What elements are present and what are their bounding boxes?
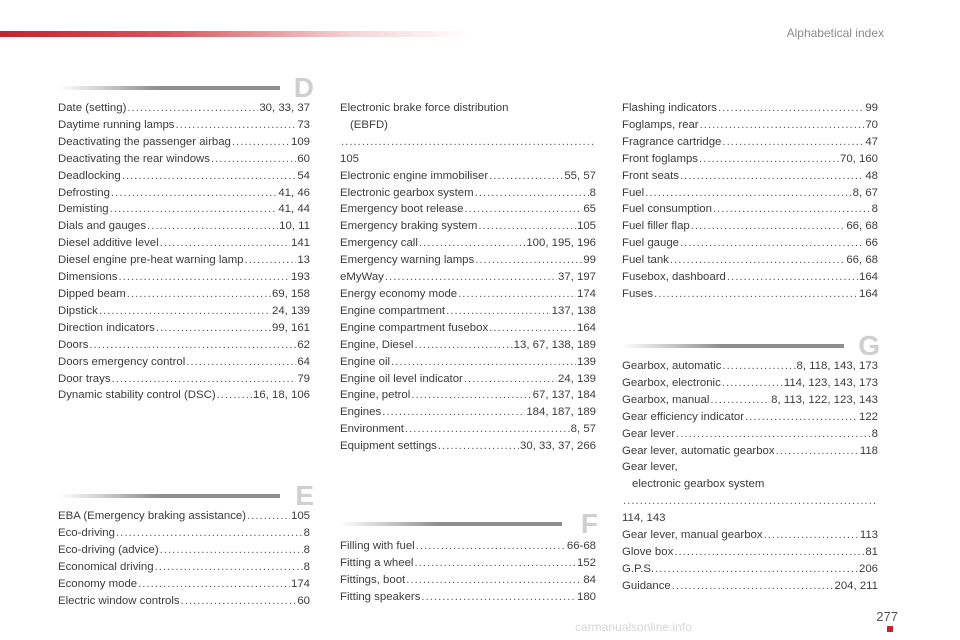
dot-leader: [446, 303, 551, 320]
index-entry[interactable]: [622, 168, 878, 185]
dot-leader: [122, 168, 297, 185]
dot-leader: [489, 320, 576, 337]
dot-leader: [700, 117, 865, 134]
index-entry[interactable]: [58, 151, 310, 168]
page-reference[interactable]: 8: [303, 526, 310, 539]
dot-leader: [419, 235, 525, 252]
page-reference[interactable]: 60: [297, 152, 310, 165]
page-reference[interactable]: 24, 139: [557, 372, 596, 385]
dot-leader: [764, 527, 859, 544]
page-reference[interactable]: 164: [858, 271, 878, 284]
index-entry[interactable]: [58, 185, 310, 202]
entry-title: Electric window controls: [58, 594, 180, 607]
index-entry[interactable]: [58, 320, 310, 337]
entry-title: Fuel tank: [622, 254, 669, 267]
entry-title: Fuel consumption: [622, 203, 712, 216]
entry-title: Defrosting: [58, 186, 110, 199]
index-entry[interactable]: [622, 392, 878, 409]
index-list-e-continued: [340, 100, 596, 455]
dot-leader: [776, 443, 859, 460]
page-reference[interactable]: 79: [297, 372, 310, 385]
page-reference[interactable]: 184, 187, 189: [526, 406, 596, 419]
index-list-e: [58, 508, 310, 609]
page-reference[interactable]: 164: [576, 321, 596, 334]
index-entry[interactable]: [622, 269, 878, 286]
dot-leader: [112, 371, 297, 388]
dot-leader: [110, 201, 278, 218]
page-reference[interactable]: 105: [576, 220, 596, 233]
index-entry[interactable]: [58, 286, 310, 303]
index-entry[interactable]: [622, 358, 878, 375]
page-reference[interactable]: 69, 158: [271, 287, 310, 300]
entry-title: EBA (Emergency braking assistance): [58, 510, 247, 522]
dot-leader: [245, 252, 297, 269]
page-reference[interactable]: 164: [858, 287, 878, 300]
page-reference[interactable]: 13, 67, 138, 189: [513, 338, 596, 351]
index-entry[interactable]: [340, 185, 596, 202]
entry-title: Fusebox, dashboard: [622, 271, 726, 284]
entry-title: Fitting a wheel: [340, 556, 414, 569]
index-list-f: [340, 538, 596, 606]
entry-title: Dials and gauges: [58, 220, 147, 233]
page-reference[interactable]: 109: [290, 135, 310, 148]
heading-rule: [340, 522, 562, 526]
entry-title: Environment: [340, 423, 404, 436]
page-reference[interactable]: 118: [859, 444, 878, 457]
entry-title: Emergency call: [340, 237, 418, 250]
page-reference[interactable]: 174: [576, 287, 596, 300]
dot-leader: [655, 561, 858, 578]
page-reference[interactable]: 84: [583, 573, 596, 586]
page-reference[interactable]: 70: [865, 118, 878, 131]
index-entry[interactable]: [622, 151, 878, 168]
index-entry[interactable]: [622, 426, 878, 443]
dot-leader: [421, 589, 576, 606]
index-entry[interactable]: [58, 168, 310, 185]
dot-leader: [674, 544, 864, 561]
index-entry[interactable]: [340, 235, 596, 252]
page-reference[interactable]: 30, 33, 37, 266: [519, 440, 596, 453]
dot-leader: [475, 252, 582, 269]
dot-leader: [414, 337, 512, 354]
entry-title: Deactivating the passenger airbag: [58, 135, 231, 148]
entry-title: Fuel gauge: [622, 237, 679, 250]
page-reference[interactable]: 81: [865, 545, 878, 558]
index-list-f-continued: [622, 100, 878, 303]
entry-title: Gear lever, automatic gearbox: [622, 444, 775, 457]
index-entry[interactable]: [58, 252, 310, 269]
index-list-d: [58, 100, 310, 404]
watermark: carmanualsonline.info: [575, 620, 692, 634]
index-entry[interactable]: [340, 589, 596, 606]
page-reference[interactable]: 67, 137, 184: [532, 389, 596, 402]
page-reference[interactable]: 105: [340, 152, 360, 165]
index-entry[interactable]: [340, 555, 596, 572]
index-entry[interactable]: [622, 459, 878, 527]
dot-leader: [727, 269, 858, 286]
page-reference[interactable]: 30, 33, 37: [259, 102, 310, 114]
dot-leader: [341, 134, 595, 151]
dot-leader: [406, 572, 582, 589]
index-entry[interactable]: [58, 117, 310, 134]
dot-leader: [176, 117, 297, 134]
entry-title: Flashing indicators: [622, 102, 717, 114]
index-entry[interactable]: [622, 409, 878, 426]
page-reference[interactable]: 206: [858, 562, 878, 575]
dot-leader: [160, 542, 303, 559]
page-reference[interactable]: 8, 113, 122, 123, 143: [771, 393, 878, 406]
index-entry[interactable]: [622, 443, 878, 460]
entry-title: eMyWay: [340, 271, 384, 284]
dot-leader: [676, 426, 870, 443]
index-entry[interactable]: [340, 286, 596, 303]
page-reference[interactable]: 10, 11: [279, 220, 310, 233]
entry-title: Foglamps, rear: [622, 118, 699, 131]
index-entry[interactable]: [58, 354, 310, 371]
dot-leader: [680, 168, 864, 185]
page-reference[interactable]: 8: [871, 427, 878, 440]
entry-title: Dynamic stability control (DSC): [58, 389, 216, 402]
entry-title: Front foglamps: [622, 152, 698, 165]
page-reference[interactable]: 8: [871, 203, 878, 216]
heading-letter: G: [858, 330, 880, 361]
entry-title: Equipment settings: [340, 440, 437, 453]
entry-title: Engine oil: [340, 355, 391, 368]
page-reference[interactable]: 8: [303, 543, 310, 556]
index-entry[interactable]: [340, 538, 596, 555]
index-entry[interactable]: [622, 561, 878, 578]
entry-title: Demisting: [58, 203, 109, 216]
entry-title: Gearbox, automatic: [622, 360, 722, 372]
entry-title: Emergency warning lamps: [340, 254, 475, 267]
entry-title: Deactivating the rear windows: [58, 152, 210, 165]
index-entry[interactable]: [340, 201, 596, 218]
index-entry[interactable]: [340, 404, 596, 421]
entry-title: Electronic gearbox system: [340, 186, 474, 199]
dot-leader: [464, 201, 582, 218]
index-entry[interactable]: [340, 303, 596, 320]
index-entry[interactable]: [622, 117, 878, 134]
index-entry[interactable]: [58, 542, 310, 559]
index-entry[interactable]: [340, 337, 596, 354]
dot-leader: [411, 387, 531, 404]
index-entry[interactable]: [622, 286, 878, 303]
dot-leader: [99, 303, 271, 320]
dot-leader: [116, 525, 303, 542]
index-entry[interactable]: [622, 235, 878, 252]
page-reference[interactable]: 64: [297, 355, 310, 368]
dot-leader: [458, 286, 576, 303]
index-entry[interactable]: [622, 100, 878, 117]
dot-leader: [691, 218, 846, 235]
index-entry[interactable]: [58, 269, 310, 286]
dot-leader: [217, 387, 252, 404]
page-number: 277: [876, 609, 898, 624]
dot-leader: [670, 252, 845, 269]
entry-title: Engine compartment fusebox: [340, 321, 489, 334]
entry-title: Gear lever: [622, 427, 676, 440]
dot-leader: [654, 286, 858, 303]
dot-leader: [232, 134, 290, 151]
page-marker: [887, 626, 893, 632]
entry-title: Electronic engine immobiliser: [340, 169, 489, 182]
page-reference[interactable]: 73: [297, 118, 310, 131]
entry-title: Glove box: [622, 545, 674, 558]
dot-leader: [211, 151, 296, 168]
entry-title: Date (setting): [58, 102, 127, 114]
page-reference[interactable]: 137, 138: [551, 304, 596, 317]
page-reference[interactable]: 47: [865, 135, 878, 148]
page-reference[interactable]: 66-68: [566, 540, 596, 552]
index-entry[interactable]: [58, 525, 310, 542]
index-entry[interactable]: [622, 201, 878, 218]
page-reference[interactable]: 70, 160: [839, 152, 878, 165]
page-reference[interactable]: 65: [583, 203, 596, 216]
entry-title: Diesel additive level: [58, 237, 159, 250]
page-reference[interactable]: 193: [290, 271, 310, 284]
page-reference[interactable]: 13: [297, 254, 310, 267]
entry-title: Fitting speakers: [340, 590, 421, 603]
index-entry[interactable]: [58, 100, 310, 117]
dot-leader: [247, 508, 290, 525]
index-entry[interactable]: [622, 218, 878, 235]
entry-title: Doors: [58, 338, 89, 351]
dot-leader: [147, 218, 278, 235]
dot-leader: [155, 559, 303, 576]
dot-leader: [745, 409, 858, 426]
index-entry[interactable]: [340, 354, 596, 371]
index-entry[interactable]: [622, 527, 878, 544]
entry-title: Engine compartment: [340, 304, 446, 317]
index-entry[interactable]: [622, 252, 878, 269]
index-entry[interactable]: [340, 320, 596, 337]
page-reference[interactable]: 24, 139: [271, 304, 310, 317]
page-reference[interactable]: 66, 68: [846, 254, 878, 267]
entry-title: Dipped beam: [58, 287, 126, 300]
page-reference[interactable]: 62: [297, 338, 310, 351]
index-entry[interactable]: [58, 218, 310, 235]
dot-leader: [186, 354, 296, 371]
heading-rule: [58, 86, 280, 90]
dot-leader: [382, 404, 525, 421]
index-entry[interactable]: [340, 572, 596, 589]
heading-letter: F: [580, 508, 598, 539]
entry-title: Electronic brake force distribution: [340, 102, 509, 114]
dot-leader: [464, 371, 557, 388]
index-entry[interactable]: [340, 168, 596, 185]
page-reference[interactable]: 113: [859, 529, 878, 542]
page-reference[interactable]: 122: [858, 410, 878, 423]
heading-letter: D: [293, 72, 314, 103]
index-list-g: [622, 358, 878, 595]
index-entry[interactable]: [340, 387, 596, 404]
entry-title: Dipstick: [58, 304, 98, 317]
entry-title: Gear lever, manual gearbox: [622, 529, 763, 542]
entry-title: Engine, petrol: [340, 389, 411, 402]
page-reference[interactable]: 8, 118, 143, 173: [796, 360, 878, 372]
index-entry[interactable]: [58, 201, 310, 218]
dot-leader: [156, 320, 271, 337]
entry-title: Gear lever,: [622, 461, 678, 474]
page-reference[interactable]: 8, 57: [570, 423, 596, 436]
entry-title: Eco-driving (advice): [58, 543, 159, 556]
index-entry[interactable]: [340, 421, 596, 438]
dot-leader: [645, 185, 851, 202]
heading-rule: [622, 344, 844, 348]
dot-leader: [119, 269, 290, 286]
entry-title: Economy mode: [58, 577, 138, 590]
index-entry[interactable]: [58, 337, 310, 354]
dot-leader: [699, 151, 839, 168]
index-entry[interactable]: [58, 508, 310, 525]
entry-title-continued: electronic gearbox system: [632, 478, 765, 491]
entry-title-continued: (EBFD): [350, 118, 388, 131]
entry-title: Deadlocking: [58, 169, 121, 182]
dot-leader: [722, 134, 864, 151]
dot-leader: [385, 269, 557, 286]
index-entry[interactable]: [340, 100, 596, 168]
page-reference[interactable]: 204, 211: [834, 579, 878, 592]
entry-title: Emergency boot release: [340, 203, 464, 216]
dot-leader: [718, 100, 864, 117]
index-entry[interactable]: [58, 559, 310, 576]
dot-leader: [713, 201, 871, 218]
entry-title: Direction indicators: [58, 321, 155, 334]
index-entry[interactable]: [58, 371, 310, 388]
dot-leader: [672, 578, 834, 595]
entry-title: Diesel engine pre-heat warning lamp: [58, 254, 244, 267]
entry-title: Guidance: [622, 579, 671, 592]
page-reference[interactable]: 141: [290, 237, 310, 250]
dot-leader: [722, 358, 795, 375]
index-entry[interactable]: [58, 303, 310, 320]
index-entry[interactable]: [58, 387, 310, 404]
index-entry[interactable]: [340, 371, 596, 388]
dot-leader: [438, 438, 519, 455]
index-entry[interactable]: [340, 218, 596, 235]
page-reference[interactable]: 99: [865, 102, 878, 114]
dot-leader: [181, 593, 297, 610]
dot-leader: [416, 538, 566, 555]
entry-title: G.P.S.: [622, 562, 655, 575]
page-reference[interactable]: 114, 123, 143, 173: [783, 376, 878, 389]
page-reference[interactable]: 8: [303, 560, 310, 573]
entry-title: Fuses: [622, 287, 654, 300]
index-entry[interactable]: [340, 252, 596, 269]
page-reference[interactable]: 99: [583, 254, 596, 267]
dot-leader: [405, 421, 570, 438]
page-reference[interactable]: 48: [865, 169, 878, 182]
entry-title: Fuel: [622, 186, 645, 199]
dot-leader: [111, 185, 277, 202]
page-reference[interactable]: 16, 18, 106: [252, 389, 310, 402]
heading-rule: [58, 494, 280, 498]
dot-leader: [89, 337, 296, 354]
page-reference[interactable]: 41, 44: [278, 203, 310, 216]
page-reference[interactable]: 152: [576, 556, 596, 569]
index-entry[interactable]: [340, 269, 596, 286]
index-entry[interactable]: [58, 235, 310, 252]
page-reference[interactable]: 180: [576, 590, 596, 603]
entry-title: Gearbox, electronic: [622, 376, 721, 389]
entry-title: Emergency braking system: [340, 220, 478, 233]
entry-title: Economical driving: [58, 560, 154, 573]
index-entry[interactable]: [340, 438, 596, 455]
dot-leader: [722, 375, 783, 392]
page-reference[interactable]: 8, 67: [852, 186, 878, 199]
dot-leader: [138, 576, 290, 593]
entry-title: Filling with fuel: [340, 540, 415, 552]
dot-leader: [489, 168, 563, 185]
entry-title: Engine oil level indicator: [340, 372, 463, 385]
dot-leader: [478, 218, 576, 235]
page-reference[interactable]: 8: [589, 186, 596, 199]
page-reference[interactable]: 105: [290, 510, 310, 522]
index-entry[interactable]: [622, 375, 878, 392]
index-entry[interactable]: [622, 544, 878, 561]
page-reference[interactable]: 174: [290, 577, 310, 590]
page-reference[interactable]: 114, 143: [622, 512, 666, 525]
dot-leader: [391, 354, 576, 371]
entry-title: Door trays: [58, 372, 111, 385]
entry-title: Doors emergency control: [58, 355, 186, 368]
page-reference[interactable]: 99, 161: [271, 321, 310, 334]
page-reference[interactable]: 55, 57: [564, 169, 596, 182]
dot-leader: [680, 235, 864, 252]
entry-title: Gear efficiency indicator: [622, 410, 744, 423]
index-entry[interactable]: [58, 576, 310, 593]
page-reference[interactable]: 54: [297, 169, 310, 182]
page-reference[interactable]: 37, 197: [557, 271, 596, 284]
page-reference[interactable]: 41, 46: [278, 186, 310, 199]
entry-title: Fuel filler flap: [622, 220, 690, 233]
entry-title: Gearbox, manual: [622, 393, 710, 406]
heading-letter: E: [295, 480, 314, 511]
dot-leader: [414, 555, 576, 572]
entry-title: Eco-driving: [58, 526, 115, 539]
entry-title: Fittings, boot: [340, 573, 406, 586]
index-entry[interactable]: [58, 593, 310, 610]
index-entry[interactable]: [622, 185, 878, 202]
index-entry[interactable]: [58, 134, 310, 151]
page-reference[interactable]: 60: [297, 594, 310, 607]
entry-title: Engine, Diesel: [340, 338, 414, 351]
dot-leader: [623, 493, 877, 510]
index-entry[interactable]: [622, 578, 878, 595]
section-title: Alphabetical index: [786, 26, 884, 40]
page-reference[interactable]: 139: [576, 355, 596, 368]
page-reference[interactable]: 66: [865, 237, 878, 250]
entry-title: Engines: [340, 406, 382, 419]
index-entry[interactable]: [622, 134, 878, 151]
page-reference[interactable]: 66, 68: [846, 220, 878, 233]
dot-leader: [475, 185, 589, 202]
dot-leader: [127, 286, 271, 303]
entry-title: Energy economy mode: [340, 287, 458, 300]
entry-title: Fragrance cartridge: [622, 135, 722, 148]
dot-leader: [160, 235, 290, 252]
entry-title: Front seats: [622, 169, 679, 182]
dot-leader: [710, 392, 770, 409]
dot-leader: [127, 100, 258, 117]
entry-title: Daytime running lamps: [58, 118, 175, 131]
entry-title: Dimensions: [58, 271, 118, 284]
page-reference[interactable]: 100, 195, 196: [526, 237, 596, 250]
header-accent-bar: [0, 31, 470, 37]
